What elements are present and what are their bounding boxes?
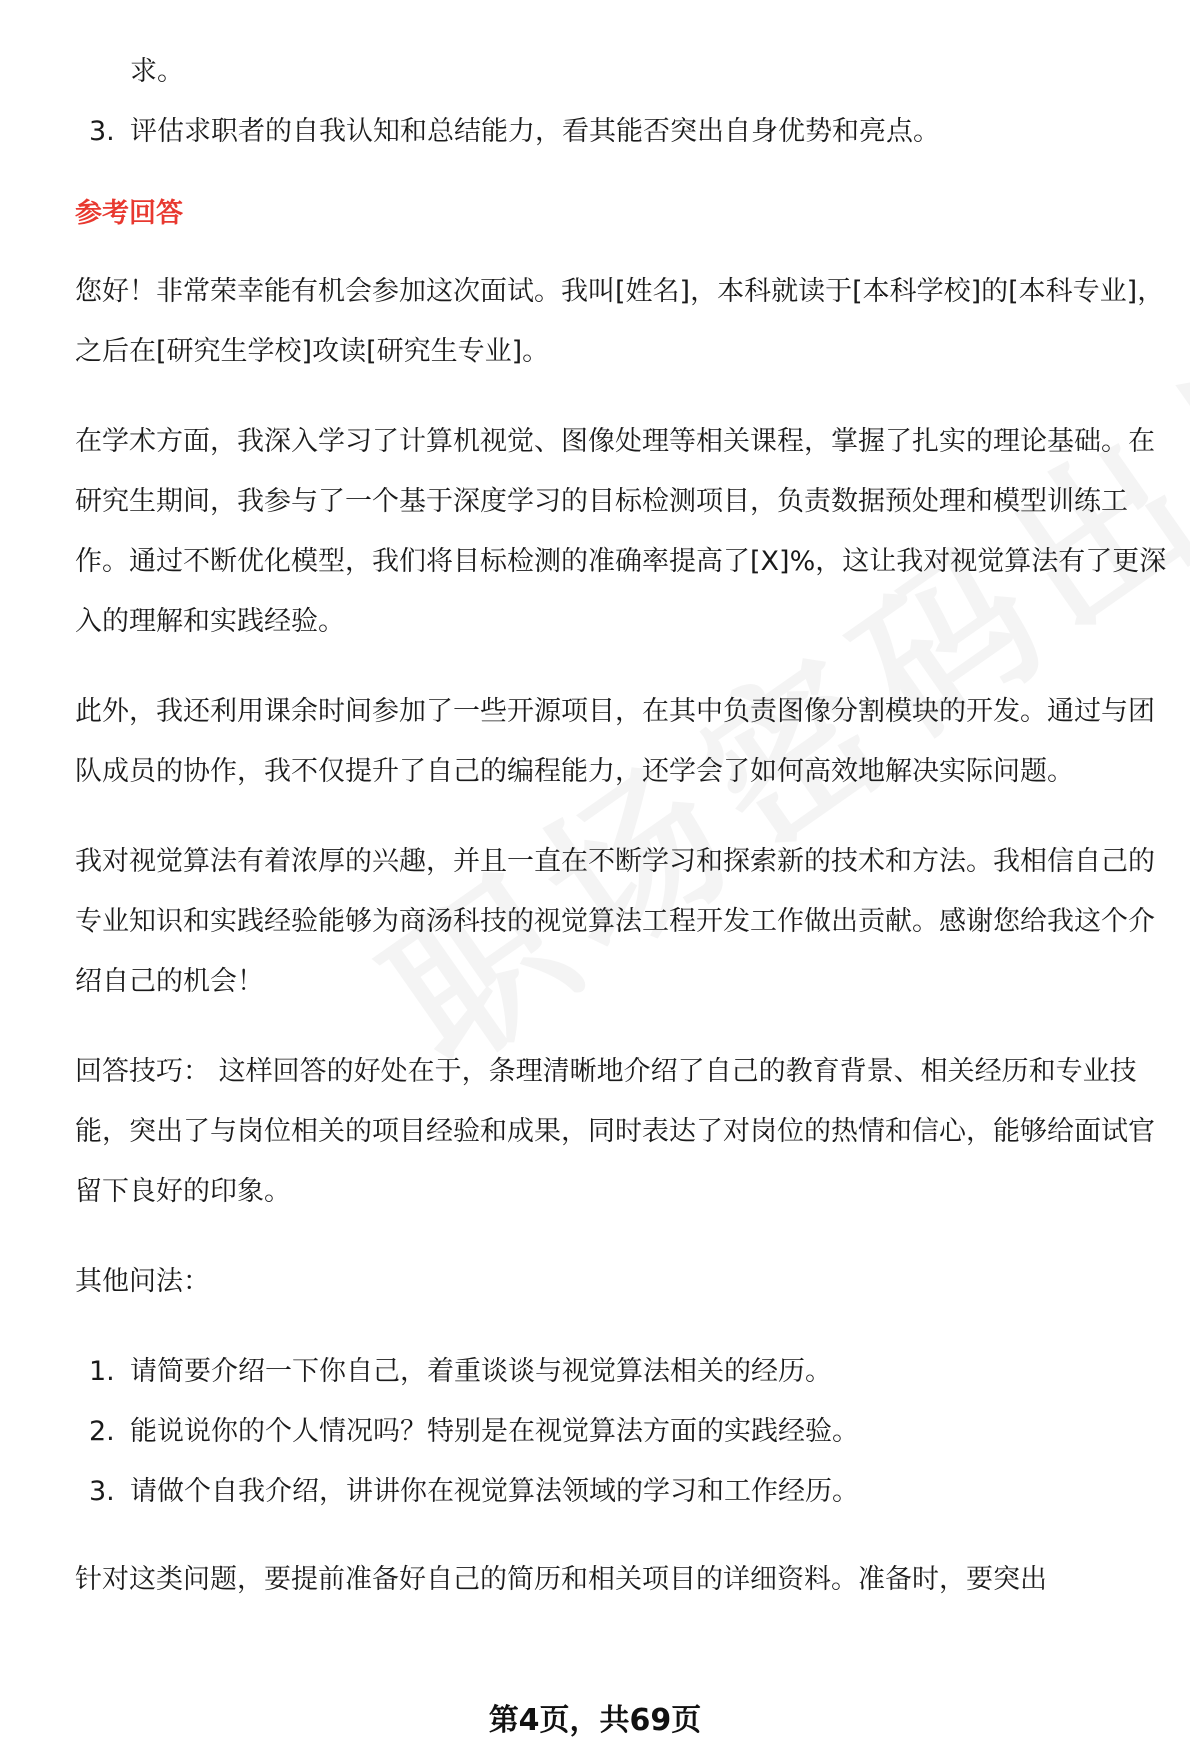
answer-paragraph: 您好！非常荣幸能有机会参加这次面试。我叫[姓名]，本科就读于[本科学校]的[本科专业]，之后在[研究生学校]攻读[研究生专业]。 — [75, 276, 1165, 367]
list-number: 3. — [89, 1476, 115, 1507]
intro-list — [75, 102, 1175, 162]
list-item — [75, 1342, 1175, 1402]
list-number: 3. — [89, 116, 115, 147]
answer-paragraph: 在学术方面，我深入学习了计算机视觉、图像处理等相关课程，掌握了扎实的理论基础。在研究生期间，我参与了一个基于深度学习的目标检测项目，负责数据预处理和模型训练工作。通过不断优化模型，我们将目标检测的准确率提高了[X]%，这让我对视觉算法有了更深入的理解和实践经验。 — [75, 426, 1167, 637]
list-number: 1. — [89, 1356, 115, 1387]
answer-paragraph: 我对视觉算法有着浓厚的兴趣，并且一直在不断学习和探索新的技术和方法。我相信自己的专业知识和实践经验能够为商汤科技的视觉算法工程开发工作做出贡献。感谢您给我这个介绍自己的机会！ — [75, 846, 1155, 997]
list-item — [75, 1462, 1175, 1522]
tips-paragraph: 回答技巧： 这样回答的好处在于，条理清晰地介绍了自己的教育背景、相关经历和专业技能，突出了与岗位相关的项目经验和成果，同时表达了对岗位的热情和信心，能够给面试官留下良好的印象。 — [75, 1056, 1155, 1207]
list-item — [75, 1402, 1175, 1462]
page-content — [75, 42, 1175, 1640]
list-continuation: 求。 — [130, 56, 184, 87]
section-heading: 参考回答 — [75, 198, 183, 229]
list-item-text: 能说说你的个人情况吗？特别是在视觉算法方面的实践经验。 — [130, 1416, 859, 1447]
list-item — [75, 102, 1175, 162]
answer-paragraph: 此外，我还利用课余时间参加了一些开源项目，在其中负责图像分割模块的开发。通过与团队成员的协作，我不仅提升了自己的编程能力，还学会了如何高效地解决实际问题。 — [75, 696, 1155, 787]
other-questions-heading: 其他问法： — [75, 1266, 210, 1297]
closing-paragraph: 针对这类问题，要提前准备好自己的简历和相关项目的详细资料。准备时，要突出 — [75, 1564, 1047, 1595]
list-item-text: 请做个自我介绍，讲讲你在视觉算法领域的学习和工作经历。 — [130, 1476, 859, 1507]
list-item-text: 评估求职者的自我认知和总结能力，看其能否突出自身优势和亮点。 — [130, 116, 940, 147]
list-number: 2. — [89, 1416, 115, 1447]
list-item-text: 请简要介绍一下你自己，着重谈谈与视觉算法相关的经历。 — [130, 1356, 832, 1387]
other-questions-list — [75, 1342, 1175, 1522]
page-number: 第4页，共69页 — [488, 1703, 702, 1738]
